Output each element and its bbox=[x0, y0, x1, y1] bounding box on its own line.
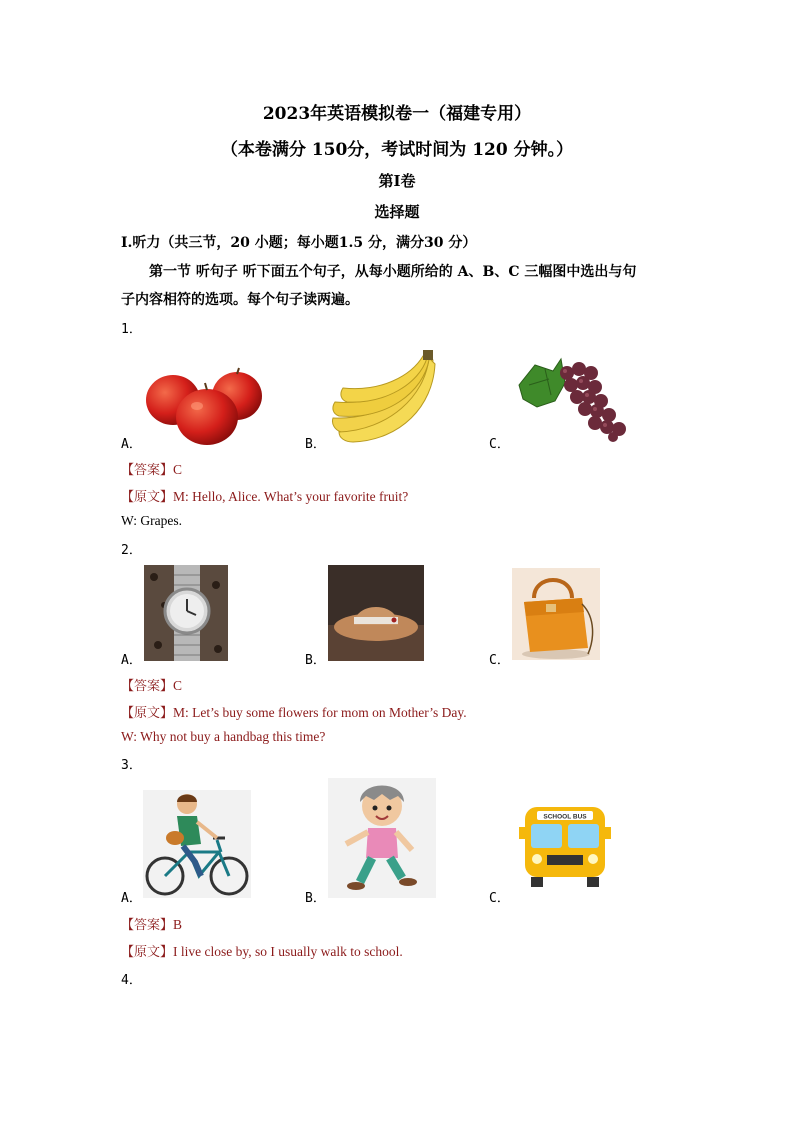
section-label: 选择题 bbox=[374, 203, 420, 221]
answer-tag: 【答案】 bbox=[121, 679, 174, 694]
question-number: 4． bbox=[121, 973, 142, 988]
school-bus-text: SCHOOL BUS bbox=[543, 813, 587, 821]
question-number: 2． bbox=[121, 543, 142, 558]
school-bus-image bbox=[515, 805, 615, 889]
option-c-label: C． bbox=[489, 891, 510, 906]
original-line bbox=[121, 941, 403, 960]
original-line bbox=[121, 486, 408, 505]
handbag-image bbox=[512, 568, 600, 660]
original-tag: 【原文】 bbox=[121, 490, 174, 505]
option-b-label: B． bbox=[305, 437, 326, 452]
boy-cycling-image bbox=[143, 790, 251, 898]
instruction-line-2: 子内容相符的选项。每个句子读两遍。 bbox=[121, 292, 359, 308]
page-subtitle: （本卷满分 150分，考试时间为 120 分钟。） bbox=[220, 140, 574, 160]
answer-tag: 【答案】 bbox=[121, 463, 174, 478]
grapes-image bbox=[515, 355, 630, 443]
original-text: M: Let’s buy some flowers for mom on Mother’s Day. bbox=[173, 705, 467, 720]
option-b-label: B． bbox=[305, 653, 326, 668]
apples-image bbox=[143, 366, 265, 446]
option-a-label: A． bbox=[121, 653, 142, 668]
option-a-label: A． bbox=[121, 891, 142, 906]
answer-line bbox=[121, 675, 182, 694]
answer-value: C bbox=[173, 462, 183, 477]
original-text: M: Hello, Alice. What’s your favorite fruit? bbox=[173, 489, 409, 504]
answer-line bbox=[121, 914, 182, 933]
answer-value: C bbox=[173, 678, 183, 693]
question-number: 3． bbox=[121, 758, 142, 773]
listening-heading: Ⅰ.听力（共三节，20 小题；每小题1.5 分，满分30 分） bbox=[121, 235, 477, 251]
option-c-label: C． bbox=[489, 437, 510, 452]
page-title: 2023年英语模拟卷一（福建专用） bbox=[262, 104, 532, 124]
original-text: I live close by, so I usually walk to school. bbox=[173, 944, 403, 959]
answer-value: B bbox=[173, 917, 183, 932]
original-tag: 【原文】 bbox=[121, 945, 174, 960]
volume-label: 第Ⅰ卷 bbox=[378, 172, 416, 190]
question-number: 1． bbox=[121, 322, 142, 337]
answer-tag: 【答案】 bbox=[121, 918, 174, 933]
original-tag: 【原文】 bbox=[121, 706, 174, 721]
option-c-label: C． bbox=[489, 653, 510, 668]
original-line bbox=[121, 702, 467, 721]
bananas-image bbox=[327, 350, 437, 445]
boy-walking-image bbox=[328, 778, 436, 898]
original-text-continued: W: Why not buy a handbag this time? bbox=[121, 729, 326, 744]
watch-image bbox=[144, 565, 228, 661]
original-text-continued: W: Grapes. bbox=[121, 513, 182, 528]
answer-line bbox=[121, 459, 182, 478]
instruction-line-1: 第一节 听句子 听下面五个句子，从每小题所给的 A、B、C 三幅图中选出与句 bbox=[149, 264, 637, 280]
hat-image bbox=[328, 565, 424, 661]
option-b-label: B． bbox=[305, 891, 326, 906]
option-a-label: A． bbox=[121, 437, 142, 452]
